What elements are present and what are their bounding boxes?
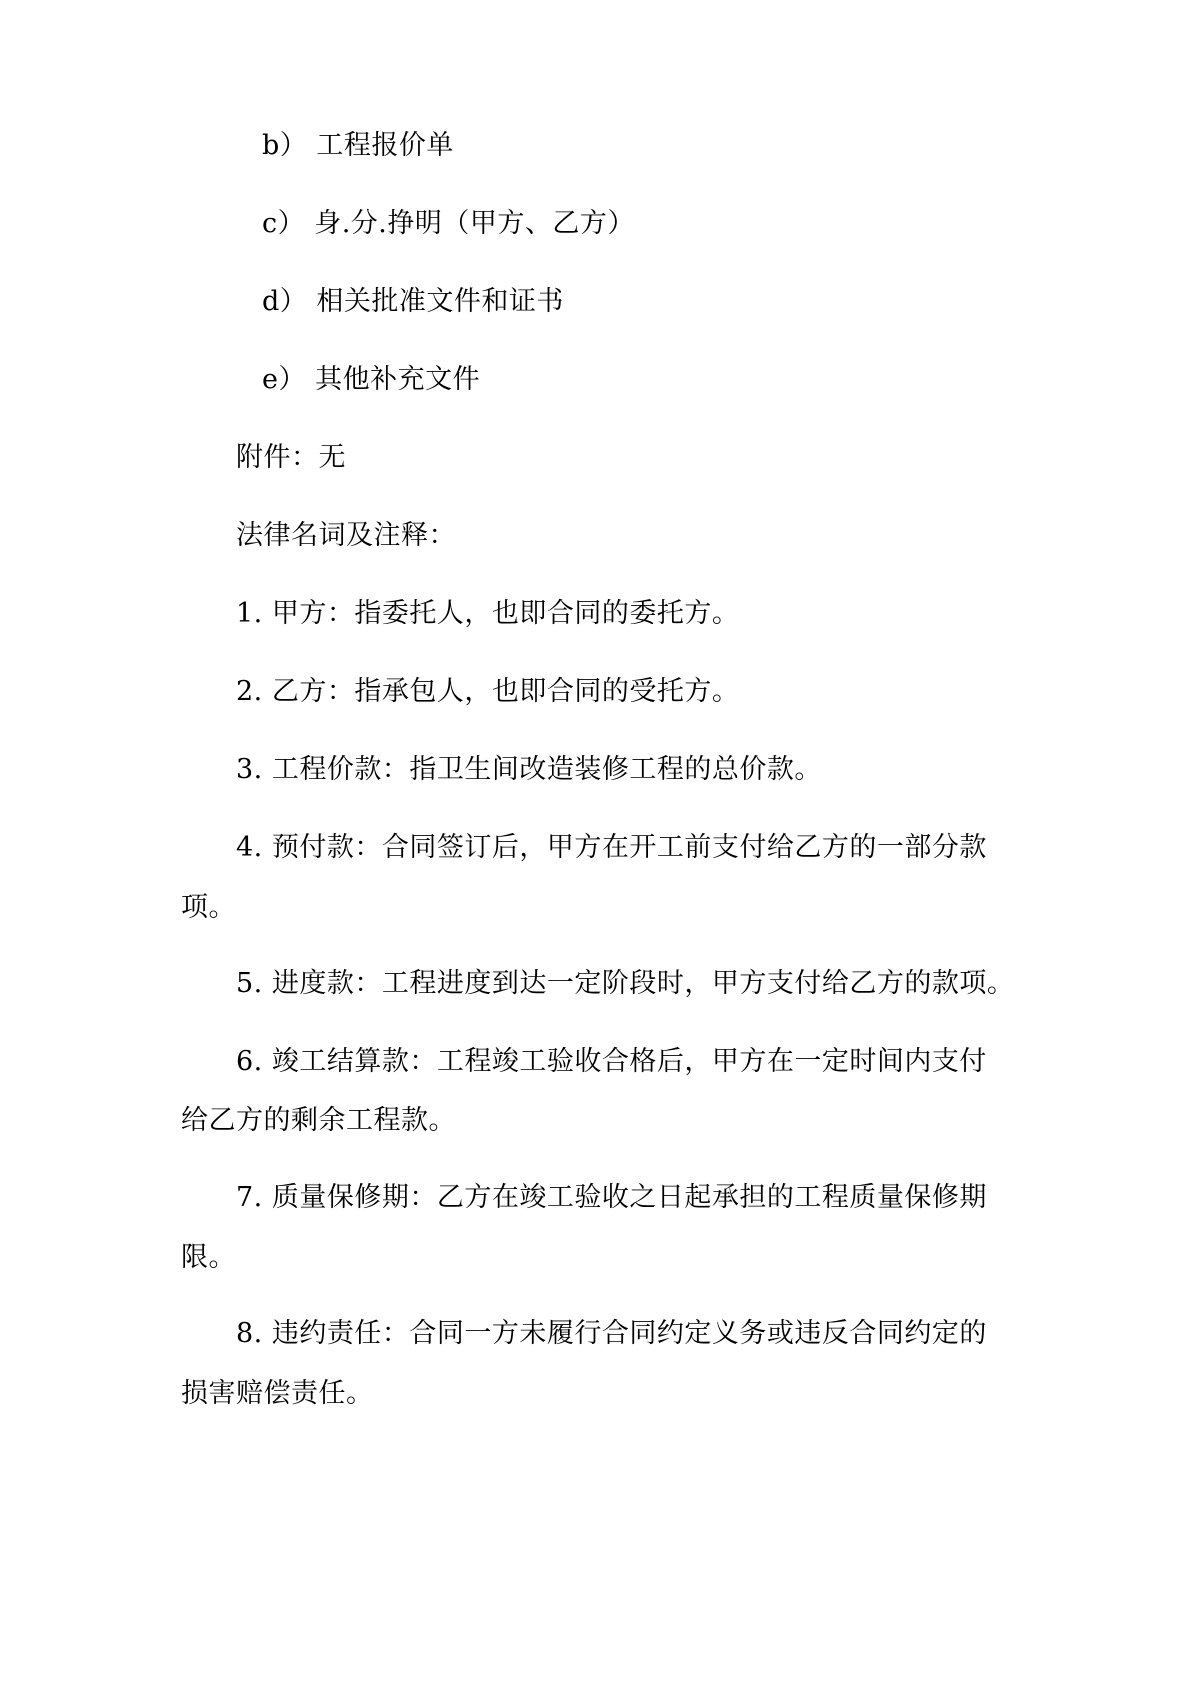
item-marker: e） [262, 364, 306, 395]
entry-number: 5. [236, 968, 263, 999]
item-text: 工程报价单 [316, 130, 454, 161]
entry-number: 4. [236, 832, 263, 863]
item-marker: d） [262, 286, 308, 317]
entry-text: 工程价款：指卫生间改造装修工程的总价款。 [271, 754, 822, 785]
attachment-item-c [262, 207, 635, 241]
entry-number: 8. [236, 1318, 263, 1349]
glossary-entry-4-continuation: 项。 [181, 892, 236, 923]
item-text: 其他补充文件 [315, 364, 481, 395]
glossary-entry-2 [236, 675, 739, 709]
appendix-line: 附件：无 [236, 442, 346, 473]
glossary-entry-6-continuation: 给乙方的剩余工程款。 [181, 1105, 456, 1136]
entry-text: 乙方：指承包人，也即合同的受托方。 [271, 676, 740, 707]
item-marker: b） [262, 130, 308, 161]
entry-text: 预付款：合同签订后，甲方在开工前支付给乙方的一部分款 [271, 832, 987, 863]
glossary-entry-8 [236, 1317, 987, 1351]
entry-text: 质量保修期：乙方在竣工验收之日起承担的工程质量保修期 [271, 1182, 987, 1213]
entry-text: 进度款：工程进度到达一定阶段时，甲方支付给乙方的款项。 [271, 968, 1015, 999]
entry-text: 竣工结算款：工程竣工验收合格后，甲方在一定时间内支付 [271, 1046, 987, 1077]
glossary-entry-6 [236, 1045, 987, 1079]
entry-number: 7. [236, 1182, 263, 1213]
attachment-item-e [262, 363, 480, 397]
entry-text: 违约责任：合同一方未履行合同约定义务或违反合同约定的 [271, 1318, 987, 1349]
entry-number: 1. [236, 598, 263, 629]
glossary-entry-7-continuation: 限。 [181, 1242, 236, 1273]
item-marker: c） [262, 208, 306, 239]
item-text: 身.分.挣明（甲方、乙方） [314, 208, 635, 239]
glossary-entry-7 [236, 1181, 987, 1215]
attachment-item-d [262, 285, 564, 319]
glossary-heading: 法律名词及注释： [236, 520, 456, 551]
item-text: 相关批准文件和证书 [316, 286, 564, 317]
attachment-item-b [262, 129, 454, 163]
entry-text: 甲方：指委托人，也即合同的委托方。 [271, 598, 740, 629]
entry-number: 2. [236, 676, 263, 707]
glossary-entry-5 [236, 967, 1014, 1001]
entry-number: 6. [236, 1046, 263, 1077]
entry-number: 3. [236, 754, 263, 785]
glossary-entry-1 [236, 597, 739, 631]
glossary-entry-4 [236, 831, 987, 865]
glossary-entry-3 [236, 753, 822, 787]
glossary-entry-8-continuation: 损害赔偿责任。 [181, 1378, 374, 1409]
